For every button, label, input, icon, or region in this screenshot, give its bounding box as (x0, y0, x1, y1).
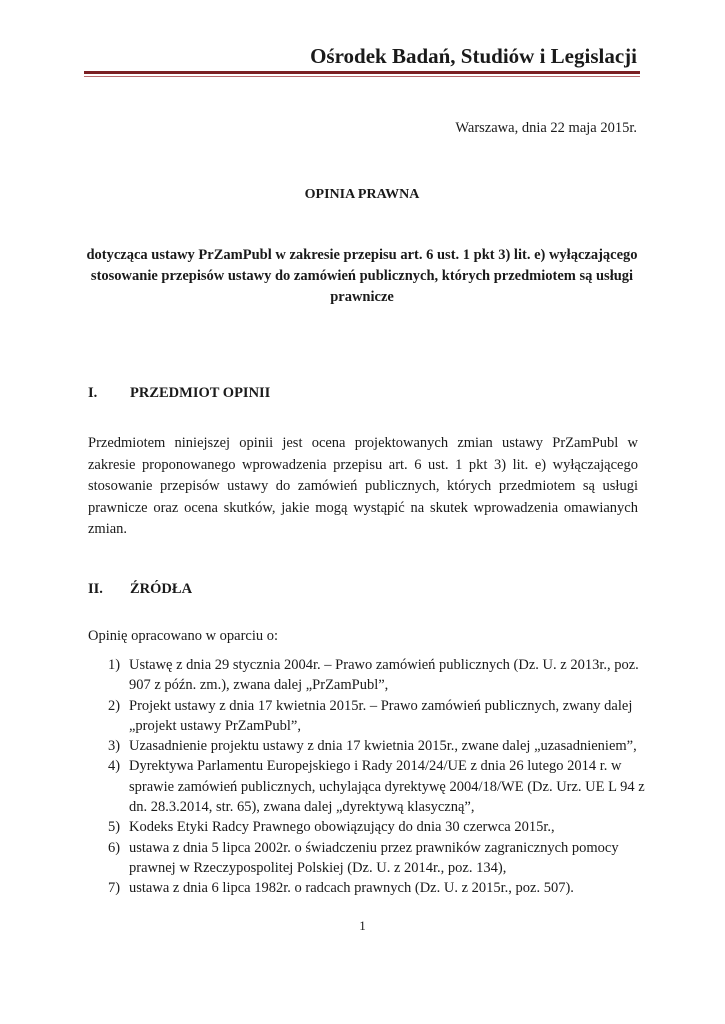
list-item (108, 756, 648, 817)
section-number: I. (88, 385, 98, 401)
list-item-text: ustawa z dnia 6 lipca 1982r. o radcach prawnych (Dz. U. z 2015r., poz. 507). (129, 880, 574, 897)
section-number: II. (88, 581, 103, 597)
institution-header: Ośrodek Badań, Studiów i Legislacji (310, 44, 637, 68)
list-item-text: Projekt ustawy z dnia 17 kwietnia 2015r. – Prawo zamówień publicznych, zwany dalej „projekt ustawy PrZamPubl”, (129, 697, 633, 734)
section-title: ŹRÓDŁA (130, 581, 193, 597)
list-item-text: Uzasadnienie projektu ustawy z dnia 17 kwietnia 2015r., zwane dalej „uzasadnieniem”, (129, 738, 637, 755)
list-item-text: Kodeks Etyki Radcy Prawnego obowiązujący do dnia 30 czerwca 2015r., (129, 819, 555, 836)
section-heading-subject (88, 385, 270, 402)
sources-intro: Opinię opracowano w oparciu o: (88, 628, 279, 644)
sources-list (108, 655, 648, 899)
list-item (108, 838, 648, 879)
list-item-text: Ustawę z dnia 29 stycznia 2004r. – Prawo zamówień publicznych (Dz. U. z 2013r., poz. 907 z późn. zm.), zwana dalej „PrZamPubl”, (129, 657, 639, 694)
list-marker: 5) (108, 819, 121, 836)
section-heading-sources (88, 581, 192, 598)
header-rule (84, 71, 640, 74)
list-item-text: ustawa z dnia 5 lipca 2002r. o świadczeniu przez prawników zagranicznych pomocy prawnej w Rzeczypospolitej Polskiej (Dz. U. z 2014r., poz. 134), (129, 839, 619, 876)
section-title: PRZEDMIOT OPINII (130, 385, 271, 401)
page-number: 1 (359, 918, 366, 933)
list-item-text: Dyrektywa Parlamentu Europejskiego i Rady 2014/24/UE z dnia 26 lutego 2014 r. w sprawie zamówień publicznych, uchylająca dyrektywę 2004/18/WE (Dz. Urz. UE L 94 z dn. 28.3.2014, str. 65), zwana dalej „dyrektywą klasyczną”, (129, 758, 645, 816)
list-marker: 7) (108, 880, 121, 897)
list-marker: 6) (108, 839, 121, 856)
list-item (108, 817, 648, 837)
list-marker: 1) (108, 657, 121, 673)
document-subtitle: dotycząca ustawy PrZamPubl w zakresie przepisu art. 6 ust. 1 pkt 3) lit. e) wyłączającego stosowanie przepisów ustawy do zamówień publicznych, których przedmiotem są usługi prawnicze (86, 247, 638, 305)
list-item (108, 878, 648, 898)
document-date: Warszawa, dnia 22 maja 2015r. (455, 120, 637, 136)
section-subject-paragraph: Przedmiotem niniejszej opinii jest ocena projektowanych zmian ustawy PrZamPubl w zakresie proponowanego wprowadzenia przepisu art. 6 ust. 1 pkt 3) lit. e) wyłączającego stosowanie przepisów ustawy do zamówień publicznych, których przedmiotem są usługi prawnicze oraz ocena skutków, jakie mogą wystąpić na skutek wprowadzenia omawianych zmian. (88, 435, 638, 538)
list-item (108, 696, 648, 737)
list-item (108, 736, 648, 756)
header-rule-thin (84, 76, 640, 77)
list-marker: 4) (108, 758, 121, 775)
document-title: OPINIA PRAWNA (304, 187, 420, 202)
list-marker: 3) (108, 738, 121, 755)
list-marker: 2) (108, 697, 121, 714)
list-item (108, 655, 648, 696)
